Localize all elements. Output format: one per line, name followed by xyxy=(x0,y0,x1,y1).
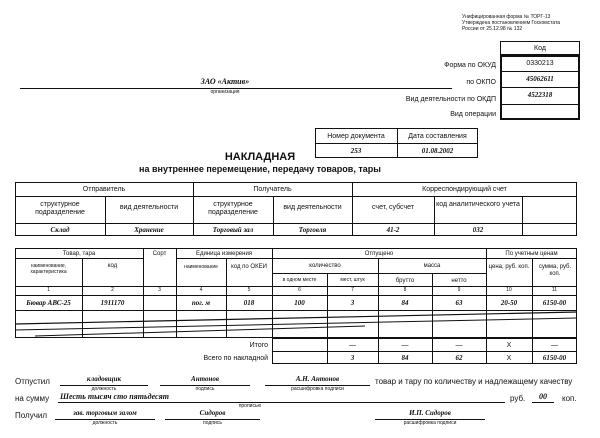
col-num-11: 11 xyxy=(551,287,558,293)
kop-label: коп. xyxy=(562,394,577,403)
qty-one-place-header: в одном месте xyxy=(282,277,317,283)
item-code: 1911170 xyxy=(100,299,125,307)
grand-sum: 6150-00 xyxy=(542,354,567,362)
okpo-code: 45062611 xyxy=(526,75,554,83)
col-num-8: 8 xyxy=(403,287,407,293)
item-sum: 6150-00 xyxy=(542,299,567,307)
sender-unit-label: структурное подразделение xyxy=(35,201,85,217)
item-net: 63 xyxy=(455,299,463,307)
form-note-line3: России от 25.12.98 № 132 xyxy=(462,26,523,32)
doc-subtitle: на внутреннее перемещение, передачу товаров, тары xyxy=(139,164,381,174)
doc-date-label: Дата составления xyxy=(408,133,467,140)
total-places-dash: — xyxy=(349,342,356,349)
released-name: А.Н. Антонов xyxy=(295,375,340,383)
grand-places: 3 xyxy=(350,354,355,362)
sum-header: сумма, руб. коп. xyxy=(538,264,572,278)
released-position-caption: должность xyxy=(91,386,117,392)
released-signature: Антонов xyxy=(191,375,219,383)
receiver-activity-label: вид деятельности xyxy=(283,204,342,211)
sum-in-words: Шесть тысяч сто пятьдесят xyxy=(60,392,169,401)
col-num-3: 3 xyxy=(158,287,161,293)
name-header: наименование, характеристика xyxy=(30,263,67,275)
okdp-label: Вид деятельности по ОКДП xyxy=(405,96,496,103)
released-position: кладовщик xyxy=(86,375,122,383)
received-signature: Сидоров xyxy=(199,409,226,417)
col-num-10: 10 xyxy=(506,287,512,293)
okud-code: 0330213 xyxy=(526,60,554,67)
item-places: 3 xyxy=(350,299,355,307)
sender-activity-value: Хранение xyxy=(134,226,164,234)
col-num-9: 9 xyxy=(457,287,461,293)
sender-label: Отправитель xyxy=(82,186,126,193)
received-by-label: Получил xyxy=(15,411,47,420)
accounting-prices-header: По учетным ценам xyxy=(505,251,558,257)
empty-rows-strike xyxy=(15,310,577,338)
col-num-6: 6 xyxy=(298,287,301,293)
total-net-dash: — xyxy=(455,342,463,349)
total-label: Итого xyxy=(249,342,268,349)
grand-net: 62 xyxy=(455,354,463,362)
received-name-caption: расшифровка подписи xyxy=(403,420,457,426)
price-header: цена, руб. коп. xyxy=(488,264,530,270)
received-name: И.П. Сидоров xyxy=(409,409,451,417)
grand-gross: 84 xyxy=(401,354,409,362)
receiver-activity-value: Торговля xyxy=(298,226,327,234)
quantity-header: количество xyxy=(309,263,341,269)
received-position: зав. торговым залом xyxy=(73,409,137,417)
total-price-x: Х xyxy=(506,342,512,349)
sum-label: на сумму xyxy=(15,394,50,403)
kop-value: 00 xyxy=(539,392,547,401)
goods-header: Товар, тара xyxy=(62,251,96,257)
item-name: Бювар АВС-25 xyxy=(26,299,71,307)
sender-activity-label: вид деятельности xyxy=(119,204,179,211)
col-num-4: 4 xyxy=(199,287,203,293)
col-num-1: 1 xyxy=(47,287,50,293)
organization-name: ЗАО «Актив» xyxy=(200,77,250,86)
sum-in-words-caption: прописью xyxy=(238,403,262,409)
item-unit: пог. м xyxy=(191,299,211,307)
account-subaccount-label: счет, субсчет xyxy=(372,204,414,211)
unit-name-header: наименование xyxy=(184,264,218,270)
form-note-line1: Унифицированная форма № ТОРГ-13 xyxy=(462,14,551,20)
receiver-unit-value: Торговый зал xyxy=(212,226,254,234)
unit-header: Единица измерения xyxy=(195,251,253,257)
col-num-5: 5 xyxy=(247,287,251,293)
gross-header: брутто xyxy=(395,278,415,284)
rub-label: руб. xyxy=(510,394,526,403)
receiver-unit-label: структурное подразделение xyxy=(208,201,258,217)
released-by-label: Отпустил xyxy=(15,377,50,386)
account-label: Корреспондирующий счет xyxy=(422,186,507,193)
item-gross: 84 xyxy=(401,299,409,307)
operation-label: Вид операции xyxy=(450,111,496,118)
qty-places-header: мест, штук xyxy=(340,277,365,283)
goods-quality-text: товар и тару по количеству и надлежащему качеству xyxy=(375,377,573,386)
organization-caption: организация xyxy=(210,89,240,95)
released-header: Отпущено xyxy=(364,251,394,257)
code-header: код xyxy=(107,263,118,269)
receiver-label: Получатель xyxy=(253,186,292,193)
doc-date-value: 01.08.2002 xyxy=(421,147,454,155)
net-header: нетто xyxy=(451,278,467,284)
grand-price-x: Х xyxy=(506,355,512,362)
okdp-code: 4522318 xyxy=(527,91,553,99)
received-signature-caption: подпись xyxy=(203,420,222,426)
sender-unit-value: Склад xyxy=(50,226,70,234)
okud-label: Форма по ОКУД xyxy=(444,62,496,69)
form-note-line2: Утверждена постановлением Госкомстата xyxy=(462,20,561,26)
item-okei: 018 xyxy=(243,299,255,307)
unit-okei-header: код по ОКЕИ xyxy=(231,264,267,270)
analytic-code-value: 032 xyxy=(472,226,484,234)
item-price: 20-50 xyxy=(500,299,518,307)
col-num-2: 2 xyxy=(111,287,114,293)
total-gross-dash: — xyxy=(401,342,409,349)
code-header-label: Код xyxy=(534,45,546,52)
released-signature-caption: подпись xyxy=(195,386,215,392)
received-position-caption: должность xyxy=(92,420,118,426)
col-num-7: 7 xyxy=(351,287,354,293)
doc-number-value: 253 xyxy=(350,147,362,155)
doc-number-label: Номер документа xyxy=(327,133,385,140)
sort-header: Сорт xyxy=(152,251,167,257)
account-value: 41-2 xyxy=(386,226,400,234)
okpo-label: по ОКПО xyxy=(466,79,496,86)
total-sum-dash: — xyxy=(551,342,558,349)
doc-title: НАКЛАДНАЯ xyxy=(224,151,296,163)
released-name-caption: расшифровка подписи xyxy=(291,386,344,392)
item-qty-one: 100 xyxy=(294,299,305,307)
analytic-code-label: код аналитического учета xyxy=(436,201,520,208)
code-header-cell xyxy=(500,41,580,55)
mass-header: масса xyxy=(423,263,441,269)
grand-total-label: Всего по накладной xyxy=(203,355,268,362)
